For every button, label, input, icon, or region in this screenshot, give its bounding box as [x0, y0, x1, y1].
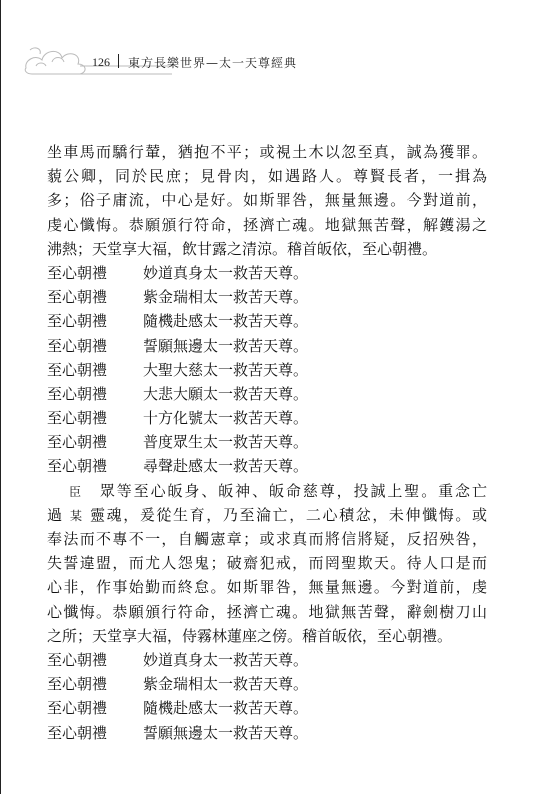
mantra-line	[47, 261, 487, 285]
text-line	[47, 503, 487, 527]
text-line: 虔心懺悔。恭願頒行符命，拯濟亡魂。地獄無苦聲，解鑊湯之	[47, 215, 487, 234]
mantra-line	[47, 406, 487, 430]
mantra-name: 誓願無邊太一救苦天尊。	[143, 336, 309, 355]
mantra-prefix: 至心朝禮	[47, 263, 108, 282]
mantra-prefix: 至心朝禮	[47, 699, 108, 718]
mantra-line	[47, 334, 487, 358]
placeholder-mark: 某	[70, 508, 84, 523]
text-segment: 過	[47, 505, 64, 524]
mantra-name: 紫金瑞相太一救苦天尊。	[143, 288, 309, 307]
text-line: 心非，作事始勤而終怠。如斯罪咎，無量無邊。今對道前，虔	[47, 578, 487, 597]
mantra-prefix: 至心朝禮	[47, 675, 108, 694]
mantra-name: 大悲大願太一救苦天尊。	[143, 384, 309, 403]
mantra-prefix: 至心朝禮	[47, 433, 108, 452]
mantra-name: 大聖大慈太一救苦天尊。	[143, 360, 309, 379]
mantra-prefix: 至心朝禮	[47, 409, 108, 428]
mantra-prefix: 至心朝禮	[47, 384, 108, 403]
mantra-name: 妙道真身太一救苦天尊。	[143, 263, 309, 282]
mantra-prefix: 至心朝禮	[47, 360, 108, 379]
mantra-line	[47, 285, 487, 309]
mantra-name: 紫金瑞相太一救苦天尊。	[143, 675, 309, 694]
page-number: 126	[92, 55, 110, 69]
mantra-line	[47, 430, 487, 454]
mantra-name: 隨機赴感太一救苦天尊。	[143, 312, 309, 331]
mantra-name: 普度眾生太一救苦天尊。	[143, 433, 309, 452]
mantra-line	[47, 721, 487, 745]
mantra-line	[47, 648, 487, 672]
text-line: 藐公卿，同於民庶；見骨肉，如遇路人。尊賢長者，一揖為	[47, 167, 487, 186]
text-line: 之所；天堂享大福，侍霧林蓮座之傍。稽首皈依，至心朝禮。	[47, 626, 453, 645]
mantra-name: 妙道真身太一救苦天尊。	[143, 650, 309, 669]
mantra-line	[47, 696, 487, 720]
text-line: 心懺悔。恭願頒行符命，拯濟亡魂。地獄無苦聲，辭劍樹刀山	[47, 602, 487, 621]
text-segment: 靈魂，爰從生育，乃至淪亡，二心積忿，未伸懺悔。或	[90, 505, 487, 524]
mantra-line	[47, 358, 487, 382]
minister-mark: 臣	[69, 484, 83, 499]
text-line: 多；俗子庸流，中心是好。如斯罪咎，無量無邊。今對道前，	[47, 191, 487, 210]
mantra-name: 誓願無邊太一救苦天尊。	[143, 723, 309, 742]
body-text	[47, 140, 487, 745]
mantra-line	[47, 382, 487, 406]
header-separator	[118, 54, 119, 68]
mantra-name: 尋聲赴感太一救苦天尊。	[143, 457, 309, 476]
text-line: 坐車馬而驕行輦，猶抱不平；或視土木以忽至真，誠為獲罪。	[47, 143, 487, 161]
mantra-prefix: 至心朝禮	[47, 336, 108, 355]
text-line: 奉法而不專不一，自觸憲章；或求真而將信將疑，反招殃咎，	[47, 530, 487, 548]
page-border	[0, 0, 1, 794]
text-line	[47, 479, 487, 503]
mantra-prefix: 至心朝禮	[47, 723, 108, 742]
text-line: 沸熱；天堂享大福，飲甘露之清涼。稽首皈依，至心朝禮。	[47, 239, 438, 258]
mantra-name: 隨機赴感太一救苦天尊。	[143, 699, 309, 718]
mantra-line	[47, 454, 487, 478]
text-segment: 眾等至心皈身、皈神、皈命慈尊，投誠上聖。重念亡	[99, 481, 487, 500]
mantra-prefix: 至心朝禮	[47, 650, 108, 669]
running-header	[22, 42, 522, 78]
text-line: 失誓違盟，而尤人怨鬼；破齋犯戒，而罔聖欺天。待人口是而	[47, 554, 487, 573]
mantra-prefix: 至心朝禮	[47, 312, 108, 331]
mantra-line	[47, 672, 487, 696]
book-title: 東方長樂世界—太一天尊經典	[128, 56, 298, 70]
mantra-name: 十方化號太一救苦天尊。	[143, 409, 309, 428]
mantra-prefix: 至心朝禮	[47, 457, 108, 476]
mantra-line	[47, 309, 487, 333]
mantra-prefix: 至心朝禮	[47, 288, 108, 307]
